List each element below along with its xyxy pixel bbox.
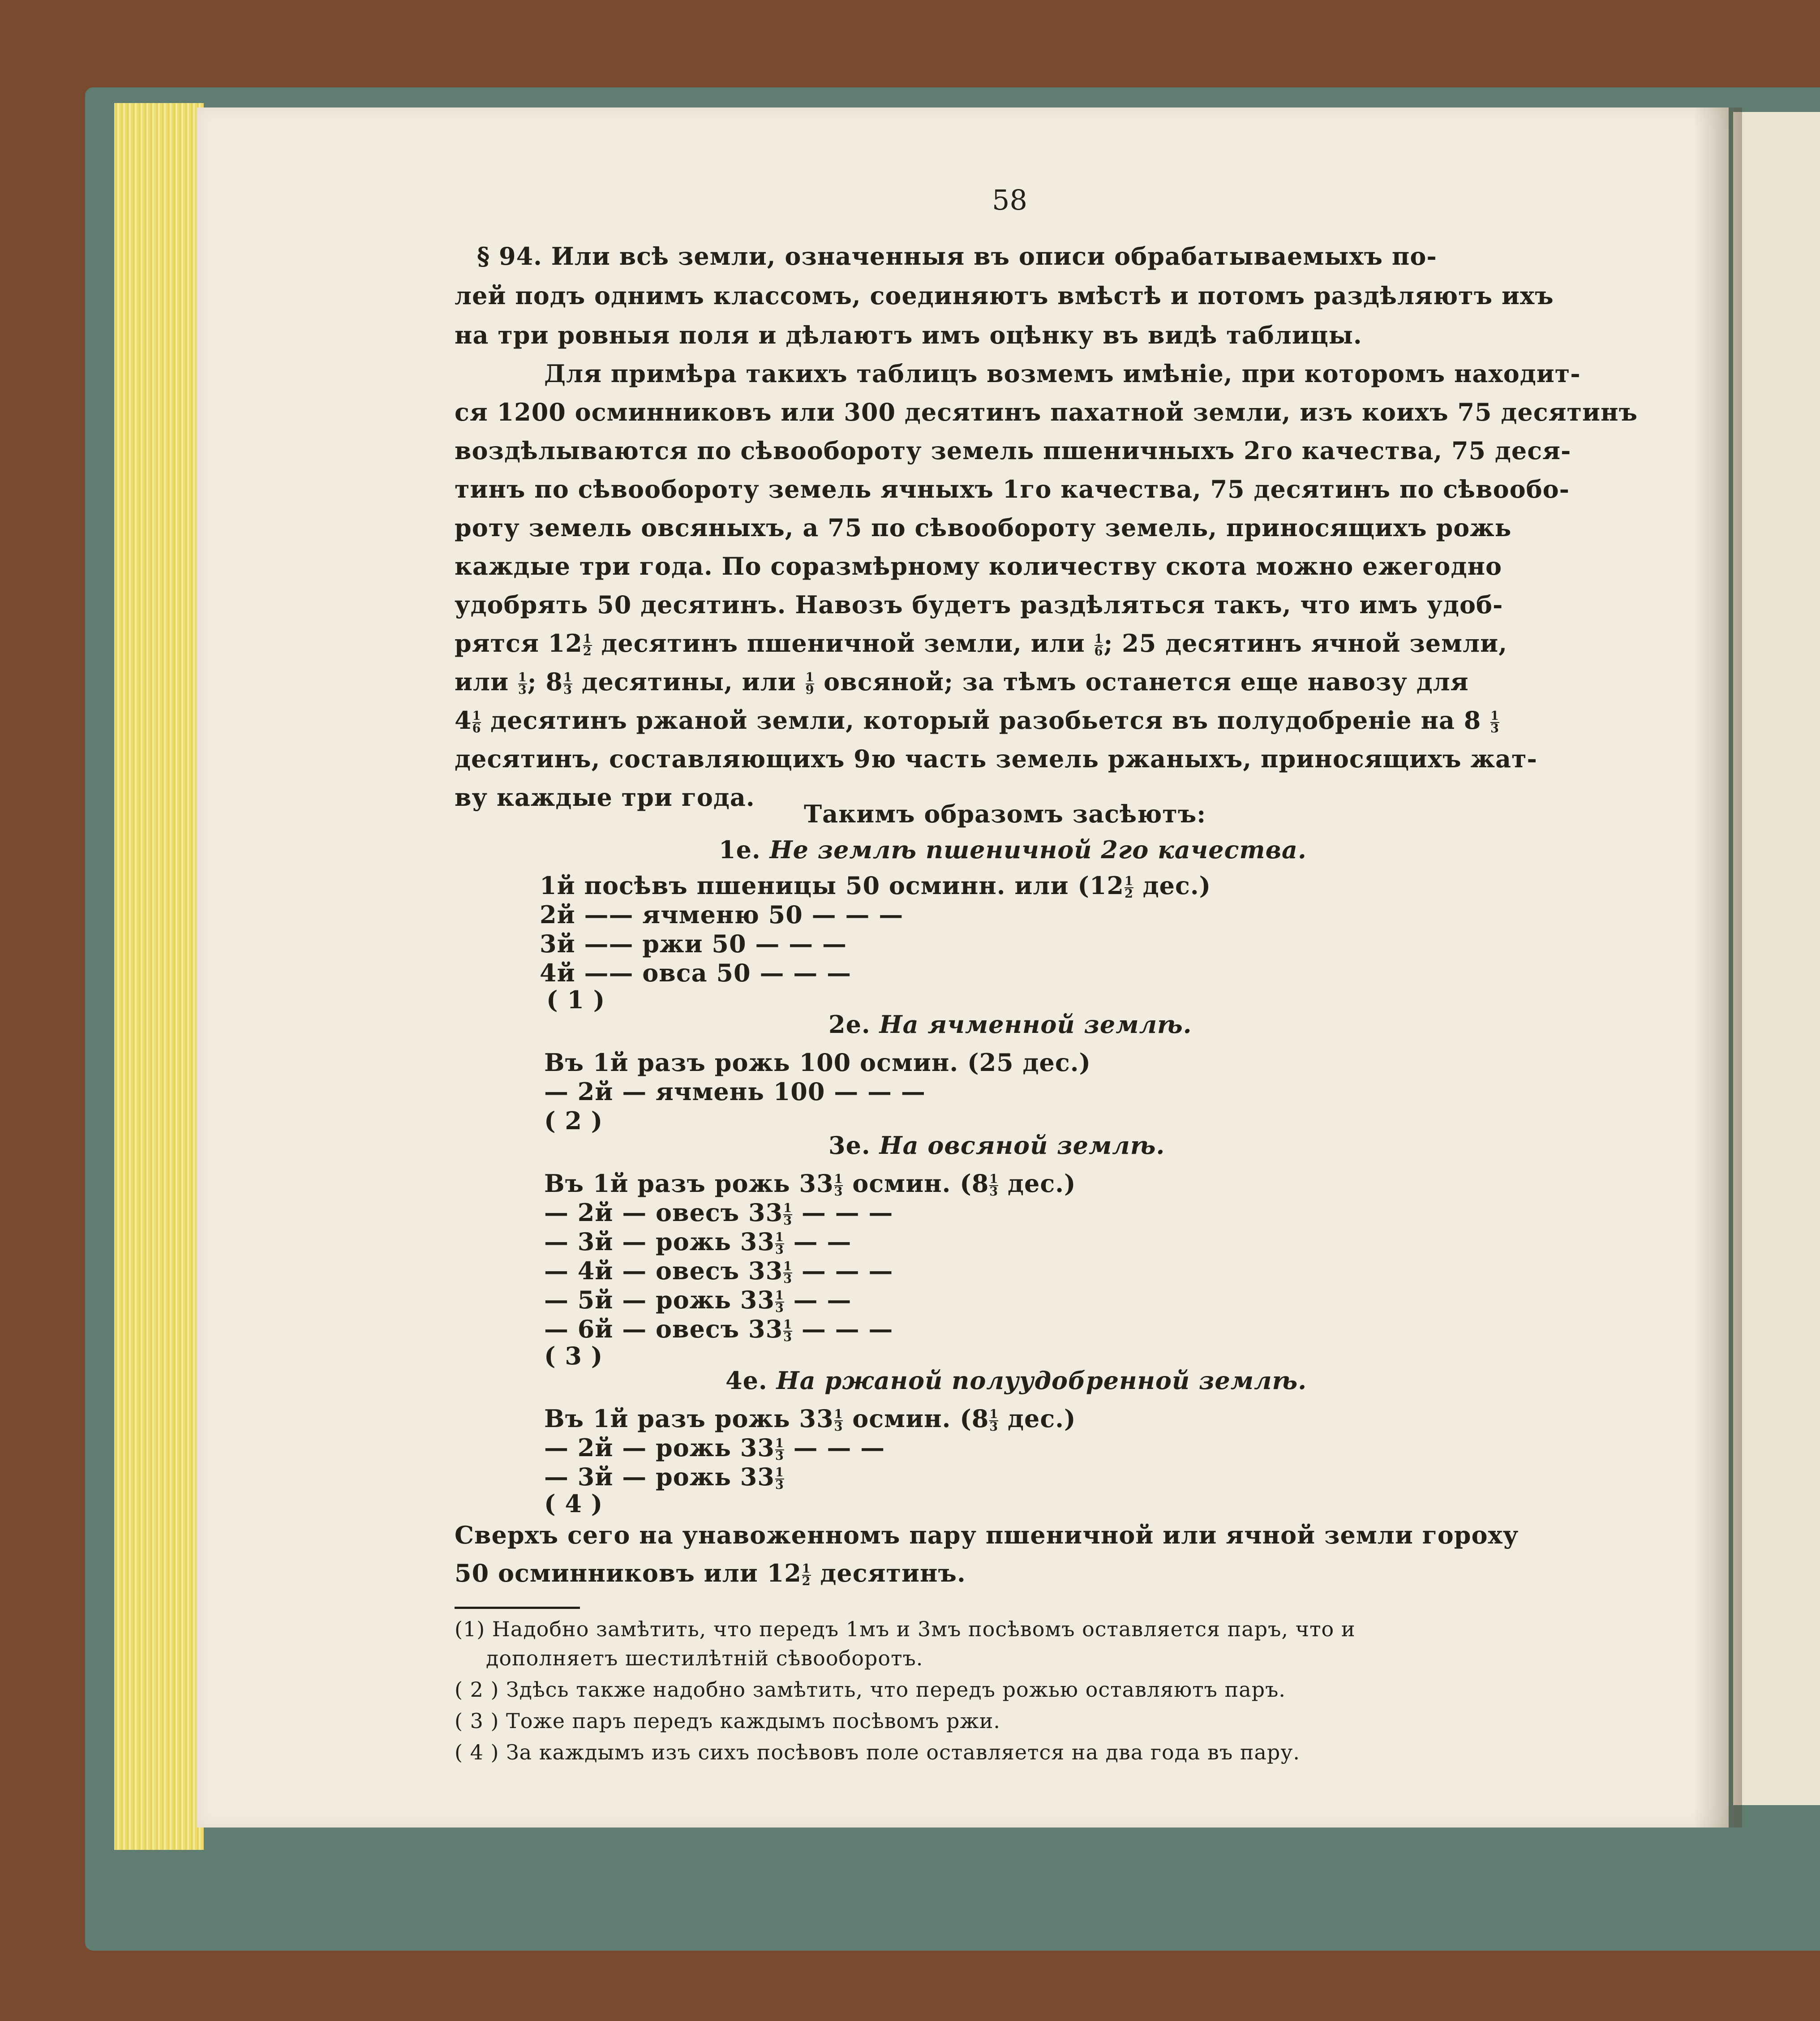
next-page-edge — [1733, 112, 1820, 1805]
fraction: $\frac{1}{3}$ — [563, 671, 572, 697]
paragraph-line: или $\frac{1}{3}$ ; 8 $\frac{1}{3}$ десятины, или $\frac{1}{9}$ овсяной; за тѣмъ останется еще навозу для — [455, 667, 1469, 697]
fraction: $\frac{1}{3}$ — [775, 1436, 784, 1463]
part-heading: 1е. Не землѣ пшеничной 2го качества. — [719, 835, 1307, 864]
paragraph-line: удобрять 50 десятинъ. Навозъ будетъ раздѣляться такъ, что имъ удоб- — [455, 590, 1503, 619]
footnote-ref: ( 3 ) — [544, 1342, 603, 1370]
footnote-divider — [455, 1607, 580, 1609]
sowing-row: Въ 1й разъ рожь 33 $\frac{1}{3}$ осмин. (8 $\frac{1}{3}$ дес.) — [544, 1169, 1076, 1199]
footnote: ( 3 ) Тоже паръ передъ каждымъ посѣвомъ ржи. — [455, 1709, 1000, 1733]
footnote-ref: ( 2 ) — [544, 1106, 603, 1135]
fraction: $\frac{1}{3}$ — [775, 1289, 784, 1315]
fraction: $\frac{1}{3}$ — [783, 1260, 792, 1286]
paragraph-line: ся 1200 осминниковъ или 300 десятинъ пахатной земли, изъ коихъ 75 десятинъ — [455, 398, 1638, 426]
fraction: $\frac{1}{3}$ — [1490, 709, 1499, 735]
sowing-row: 2й —— ячменю 50 — — — — [540, 900, 904, 929]
footnote: дополняетъ шестилѣтній сѣвооборотъ. — [486, 1646, 923, 1670]
fraction: $\frac{1}{3}$ — [834, 1407, 843, 1434]
paragraph-line: рятся 12 $\frac{1}{2}$ десятинъ пшеничной земли, или $\frac{1}{6}$ ; 25 десятинъ ячной земли, — [455, 629, 1507, 658]
sowing-row: — 6й — овесъ 33 $\frac{1}{3}$ — — — — [544, 1315, 893, 1344]
sowing-row: — 2й — рожь 33 $\frac{1}{3}$ — — — — [544, 1433, 885, 1463]
sowing-row: — 4й — овесъ 33 $\frac{1}{3}$ — — — — [544, 1256, 893, 1286]
sowing-row: — 3й — рожь 33 $\frac{1}{3}$ — [544, 1462, 784, 1492]
footnote: ( 4 ) За каждымъ изъ сихъ посѣвовъ поле оставляется на два года въ пару. — [455, 1740, 1301, 1764]
paragraph-line: воздѣлываются по сѣвообороту земель пшеничныхъ 2го качества, 75 деся- — [455, 436, 1571, 465]
sowing-row: Въ 1й разъ рожь 33 $\frac{1}{3}$ осмин. (8 $\frac{1}{3}$ дес.) — [544, 1404, 1076, 1434]
part-heading: 4е. На ржаной полуудобренной землѣ. — [725, 1366, 1307, 1395]
fraction: $\frac{1}{3}$ — [775, 1466, 784, 1492]
paragraph-line: Для примѣра такихъ таблицъ возмемъ имѣніе, при которомъ находит- — [544, 359, 1581, 388]
paragraph-line: тинъ по сѣвообороту земель ячныхъ 1го качества, 75 десятинъ по сѣвообо- — [455, 475, 1570, 503]
sowing-row: — 2й — ячмень 100 — — — — [544, 1077, 926, 1106]
fraction: $\frac{1}{3}$ — [518, 671, 527, 697]
paragraph-line: § 94. Или всѣ земли, означенныя въ описи обрабатываемыхъ по- — [477, 242, 1437, 271]
page-number: 58 — [992, 184, 1027, 216]
sowing-row: 4й —— овса 50 — — — — [540, 959, 852, 987]
paragraph-line: 50 осминниковъ или 12 $\frac{1}{2}$ десятинъ. — [455, 1559, 966, 1588]
part-heading: 3е. На овсяной землѣ. — [828, 1131, 1165, 1160]
fraction: $\frac{1}{3}$ — [783, 1318, 792, 1344]
paragraph-line: десятинъ, составляющихъ 9ю часть земель ржаныхъ, приносящихъ жат- — [455, 744, 1537, 773]
paragraph-line: лей подъ однимъ классомъ, соединяютъ вмѣстѣ и потомъ раздѣляютъ ихъ — [455, 281, 1554, 310]
footnote: (1) Надобно замѣтить, что передъ 1мъ и 3мъ посѣвомъ оставляется паръ, что и — [455, 1617, 1356, 1641]
paragraph-line: ву каждые три года. — [455, 783, 755, 812]
part-heading: 2е. На ячменной землѣ. — [828, 1010, 1192, 1039]
fraction: $\frac{1}{3}$ — [834, 1172, 843, 1199]
page-gutter — [1693, 108, 1742, 1828]
sowing-row: — 2й — овесъ 33 $\frac{1}{3}$ — — — — [544, 1198, 893, 1228]
fraction: $\frac{1}{2}$ — [583, 632, 592, 658]
fraction: $\frac{1}{9}$ — [805, 671, 815, 697]
paragraph-line: каждые три года. По соразмѣрному количеству скота можно ежегодно — [455, 552, 1502, 580]
footnote: ( 2 ) Здѣсь также надобно замѣтить, что передъ рожью оставляютъ паръ. — [455, 1677, 1286, 1702]
page-edges — [114, 103, 204, 1850]
sowing-row: — 3й — рожь 33 $\frac{1}{3}$ — — — [544, 1227, 852, 1257]
fraction: $\frac{1}{2}$ — [1125, 874, 1133, 901]
fraction: $\frac{1}{3}$ — [989, 1172, 999, 1199]
footnote-ref: ( 4 ) — [544, 1489, 603, 1518]
fraction: $\frac{1}{3}$ — [989, 1407, 999, 1434]
fraction: $\frac{1}{6}$ — [1094, 632, 1103, 658]
footnote-ref: ( 1 ) — [546, 985, 605, 1014]
section-title: Такимъ образомъ засѣютъ: — [804, 800, 1206, 828]
paragraph-line: 4 $\frac{1}{6}$ десятинъ ржаной земли, который разобьется въ полудобреніе на 8 $\frac{1}{3}$ — [455, 706, 1499, 735]
fraction: $\frac{1}{6}$ — [472, 709, 481, 735]
sowing-row: 1й посѣвъ пшеницы 50 осминн. или (12 $\frac{1}{2}$ дес.) — [540, 871, 1211, 901]
sowing-row: — 5й — рожь 33 $\frac{1}{3}$ — — — [544, 1286, 852, 1315]
paragraph-line: Сверхъ сего на унавоженномъ пару пшеничной или ячной земли гороху — [455, 1521, 1519, 1549]
paragraph-line: на три ровныя поля и дѣлаютъ имъ оцѣнку въ видѣ таблицы. — [455, 321, 1362, 349]
sowing-row: Въ 1й разъ рожь 100 осмин. (25 дес.) — [544, 1048, 1091, 1077]
paragraph-line: роту земель овсяныхъ, а 75 по сѣвообороту земель, приносящихъ рожь — [455, 513, 1512, 542]
fraction: $\frac{1}{3}$ — [783, 1201, 792, 1228]
fraction: $\frac{1}{3}$ — [775, 1230, 784, 1257]
sowing-row: 3й —— ржи 50 — — — — [540, 929, 847, 958]
fraction: $\frac{1}{2}$ — [802, 1562, 811, 1588]
